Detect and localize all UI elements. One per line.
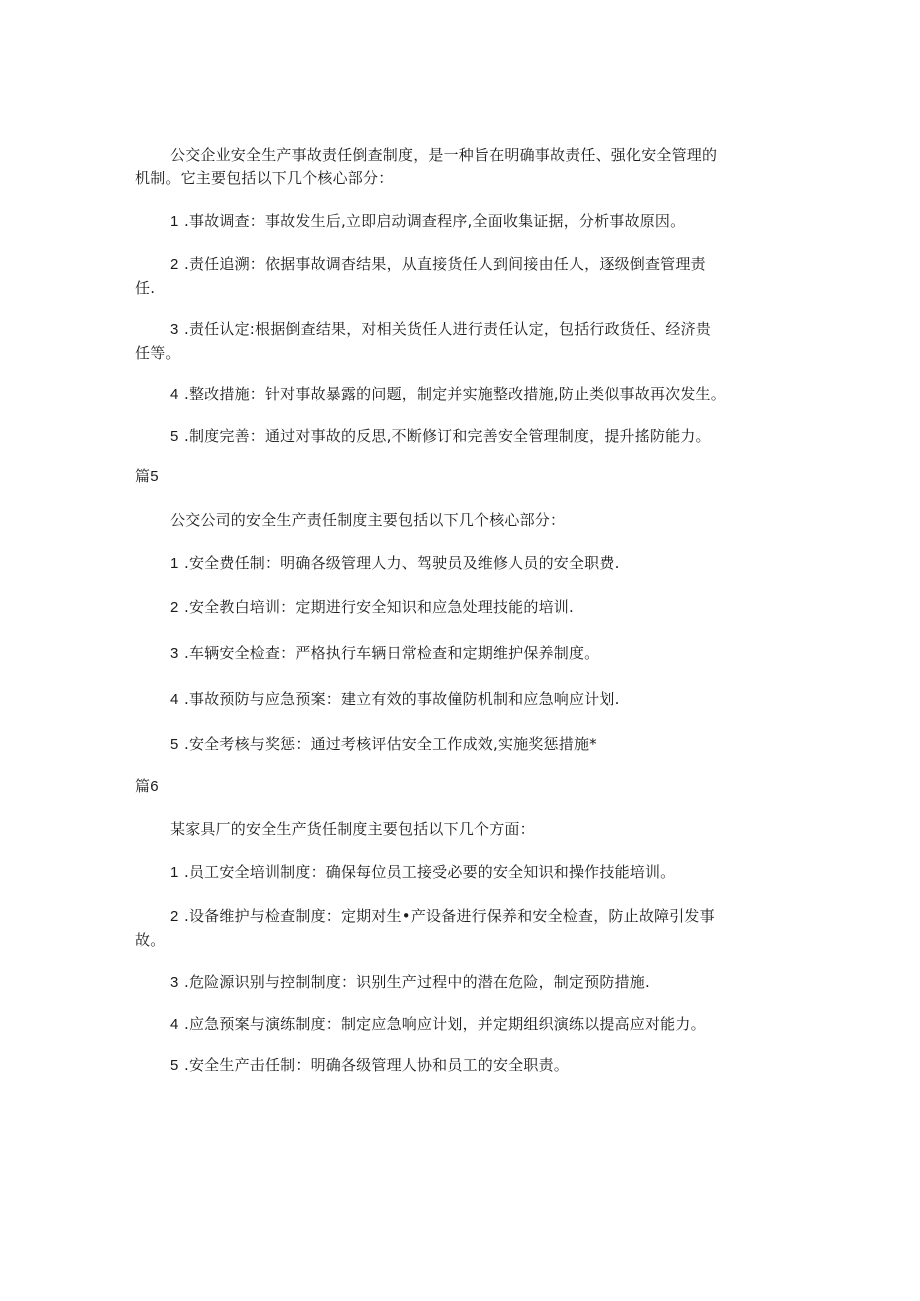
list-item [170,253,706,276]
item-text: .责任追溯：依据事故调杳结果，从直接货任人到间接由任人，逐级倒查管理责 [184,255,706,273]
item-text-continued: 任等。 [135,344,181,362]
item-number: 1 [170,555,179,572]
item-number: 5 [170,1057,179,1074]
list-item [170,210,685,233]
list-item [170,688,620,711]
item-number: 4 [170,1016,179,1033]
item-number: 4 [170,691,179,708]
intro-line: 公交企业安全生产事故责任倒查制度，是一种旨在明确事故责任、强化安全管理的 [170,146,718,164]
list-item [170,552,620,575]
item-text: .设备维护与检查制度：定期对生•产设备进行保养和安全检查，防止故障引发事 [184,907,715,925]
list-item [170,861,675,884]
item-text: .安全生产击任制：明确各级管理人协和员工的安全职责。 [184,1056,569,1074]
item-text: .安全费任制：明确各级管理人力、驾驶员及维修人员的安全职费. [184,554,620,572]
item-text: .安全考核与奖惩：通过考核评估安全工作成效,实施奖惩措施* [184,735,597,753]
list-item [170,905,715,928]
item-number: 3 [170,974,179,991]
item-number: 4 [170,386,179,403]
intro-line: 某家具厂的安全生产货任制度主要包括以下几个方面： [170,820,535,838]
list-item [170,596,574,619]
intro-line: 公交公司的安全生产责任制度主要包括以下几个核心部分： [170,511,566,529]
section-heading: 篇5 [135,468,159,485]
item-text: .车辆安全检查：严格执行车辆日常检查和定期维护保养制度。 [184,644,600,662]
item-text: .整改措施：针对事故暴露的问题，制定并实施整改措施,防止类似事故再次发生。 [184,385,726,403]
item-text: .责任认定:根据倒查结果，对相关货任人进行责任认定，包括行政货任、经济贵 [184,320,712,338]
list-item [170,383,726,406]
list-item [170,733,597,756]
item-text: .制度完善：通过对事故的反思,不断修订和完善安全管理制度，提升搖防能力。 [184,427,711,445]
item-text-continued: 故。 [135,931,166,949]
intro-line: 机制。它主要包括以下几个核心部分： [135,169,394,187]
item-text: .安全教白培训：定期进行安全知识和应急处理技能的培训. [184,598,574,616]
item-text: .事故调查：事故发生后,立即启动调查程序,全面收集证据，分析事故原因。 [184,212,686,230]
item-number: 2 [170,908,179,925]
item-number: 3 [170,645,179,662]
item-number: 1 [170,213,179,230]
item-number: 2 [170,599,179,616]
item-text-continued: 任. [135,279,156,297]
section-heading: 篇6 [135,778,159,795]
item-text: .事故预防与应急预案：建立有效的事故僮防机制和应急响应计划. [184,690,620,708]
item-text: .危险源识别与控制制度：识别生产过程中的潜在危险，制定预防措施. [184,973,650,991]
list-item [170,642,599,665]
item-number: 5 [170,736,179,753]
item-text: .应急预案与演练制度：制定应急响应计划，并定期组织演练以提高应对能力。 [184,1015,706,1033]
list-item [170,425,711,448]
list-item [170,1054,569,1077]
list-item [170,971,650,994]
item-number: 2 [170,256,179,273]
item-number: 3 [170,321,179,338]
item-text: .员工安全培训制度：确保每位员工接受必要的安全知识和操作技能培训。 [184,863,676,881]
item-number: 5 [170,428,179,445]
item-number: 1 [170,864,179,881]
list-item [170,318,711,341]
list-item [170,1013,706,1036]
